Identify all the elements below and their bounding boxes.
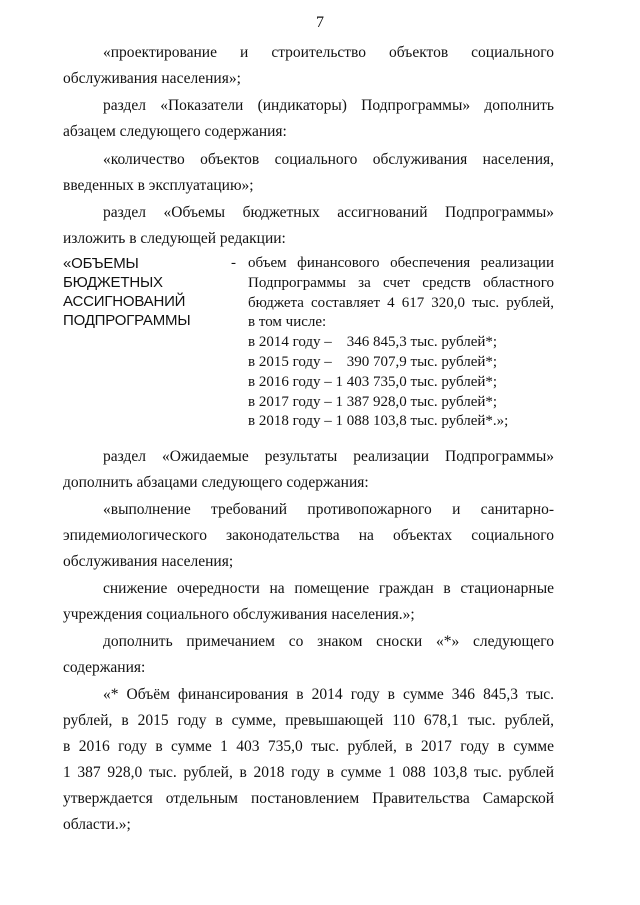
paragraph-5-line-2: дополнить абзацами следующего содержания:	[63, 474, 369, 491]
paragraph-3	[63, 147, 554, 199]
footnote-paragraph	[63, 682, 554, 838]
footnote-line-2: рублей, в 2015 году в сумме, превышающей 110 678,1 тыс. рублей,	[63, 712, 554, 729]
heading-line-4: ПОДПРОГРАММЫ	[63, 312, 191, 329]
content-line-2: Подпрограммы за счет средств областного	[248, 274, 554, 291]
paragraph-7-line-2: учреждения социального обслуживания населения.»;	[63, 606, 415, 623]
paragraph-4-line-1: раздел «Объемы бюджетных ассигнований Подпрограммы»	[103, 204, 554, 221]
content-line-3: бюджета составляет 4 617 320,0 тыс. рублей,	[248, 294, 554, 311]
footnote-line-5: утверждается отдельным постановлением Правительства Самарской	[63, 790, 554, 807]
year-2018-line: в 2018 году – 1 088 103,8 тыс. рублей*.»;	[248, 413, 509, 430]
paragraph-6	[63, 497, 554, 575]
paragraph-7-line-1: снижение очередности на помещение граждан в стационарные	[103, 580, 554, 597]
paragraph-6-line-2: эпидемиологического законодательства на объектах социального	[63, 527, 554, 544]
paragraph-1	[63, 40, 554, 92]
paragraph-8	[63, 629, 554, 681]
paragraph-5-line-1: раздел «Ожидаемые результаты реализации Подпрограммы»	[103, 448, 554, 465]
heading-line-3: АССИГНОВАНИЙ	[63, 293, 186, 310]
paragraph-4-line-2: изложить в следующей редакции:	[63, 230, 286, 247]
content-line-1: объем финансового обеспечения реализации	[248, 255, 554, 271]
table-dash: -	[231, 255, 236, 271]
paragraph-4	[63, 200, 554, 252]
paragraph-6-line-1: «выполнение требований противопожарного и санитарно-	[103, 501, 554, 518]
year-2017-line: в 2017 году – 1 387 928,0 тыс. рублей*;	[248, 393, 498, 410]
paragraph-7	[63, 576, 554, 628]
content-line-4: в том числе:	[248, 314, 327, 331]
paragraph-1-line-1: «проектирование и строительство объектов социального	[103, 44, 554, 61]
page-number: 7	[316, 14, 324, 31]
budget-section-heading	[63, 254, 223, 330]
budget-section-content	[248, 254, 554, 432]
paragraph-6-line-3: обслуживания населения;	[63, 553, 234, 570]
footnote-line-1: «* Объём финансирования в 2014 году в сумме 346 845,3 тыс.	[103, 686, 554, 703]
paragraph-1-line-2: обслуживания населения»;	[63, 70, 241, 87]
heading-line-1: «ОБЪЕМЫ	[63, 255, 139, 272]
year-2015-line: в 2015 году – 390 707,9 тыс. рублей*;	[248, 353, 498, 370]
paragraph-2	[63, 93, 554, 145]
paragraph-8-line-2: содержания:	[63, 659, 146, 676]
paragraph-3-line-2: введенных в эксплуатацию»;	[63, 177, 254, 194]
footnote-line-6: области.»;	[63, 816, 131, 833]
paragraph-8-line-1: дополнить примечанием со знаком сноски «*» следующего	[103, 633, 554, 650]
year-2016-line: в 2016 году – 1 403 735,0 тыс. рублей*;	[248, 373, 498, 390]
paragraph-3-line-1: «количество объектов социального обслуживания населения,	[103, 151, 554, 168]
paragraph-2-line-2: абзацем следующего содержания:	[63, 123, 287, 140]
year-2014-line: в 2014 году – 346 845,3 тыс. рублей*;	[248, 334, 498, 351]
heading-line-2: БЮДЖЕТНЫХ	[63, 274, 163, 291]
footnote-line-3: в 2016 году в сумме 1 403 735,0 тыс. рублей, в 2017 году в сумме	[63, 738, 554, 755]
paragraph-2-line-1: раздел «Показатели (индикаторы) Подпрограммы» дополнить	[103, 97, 554, 114]
footnote-line-4: 1 387 928,0 тыс. рублей, в 2018 году в сумме 1 088 103,8 тыс. рублей	[63, 764, 554, 781]
paragraph-5	[63, 444, 554, 496]
